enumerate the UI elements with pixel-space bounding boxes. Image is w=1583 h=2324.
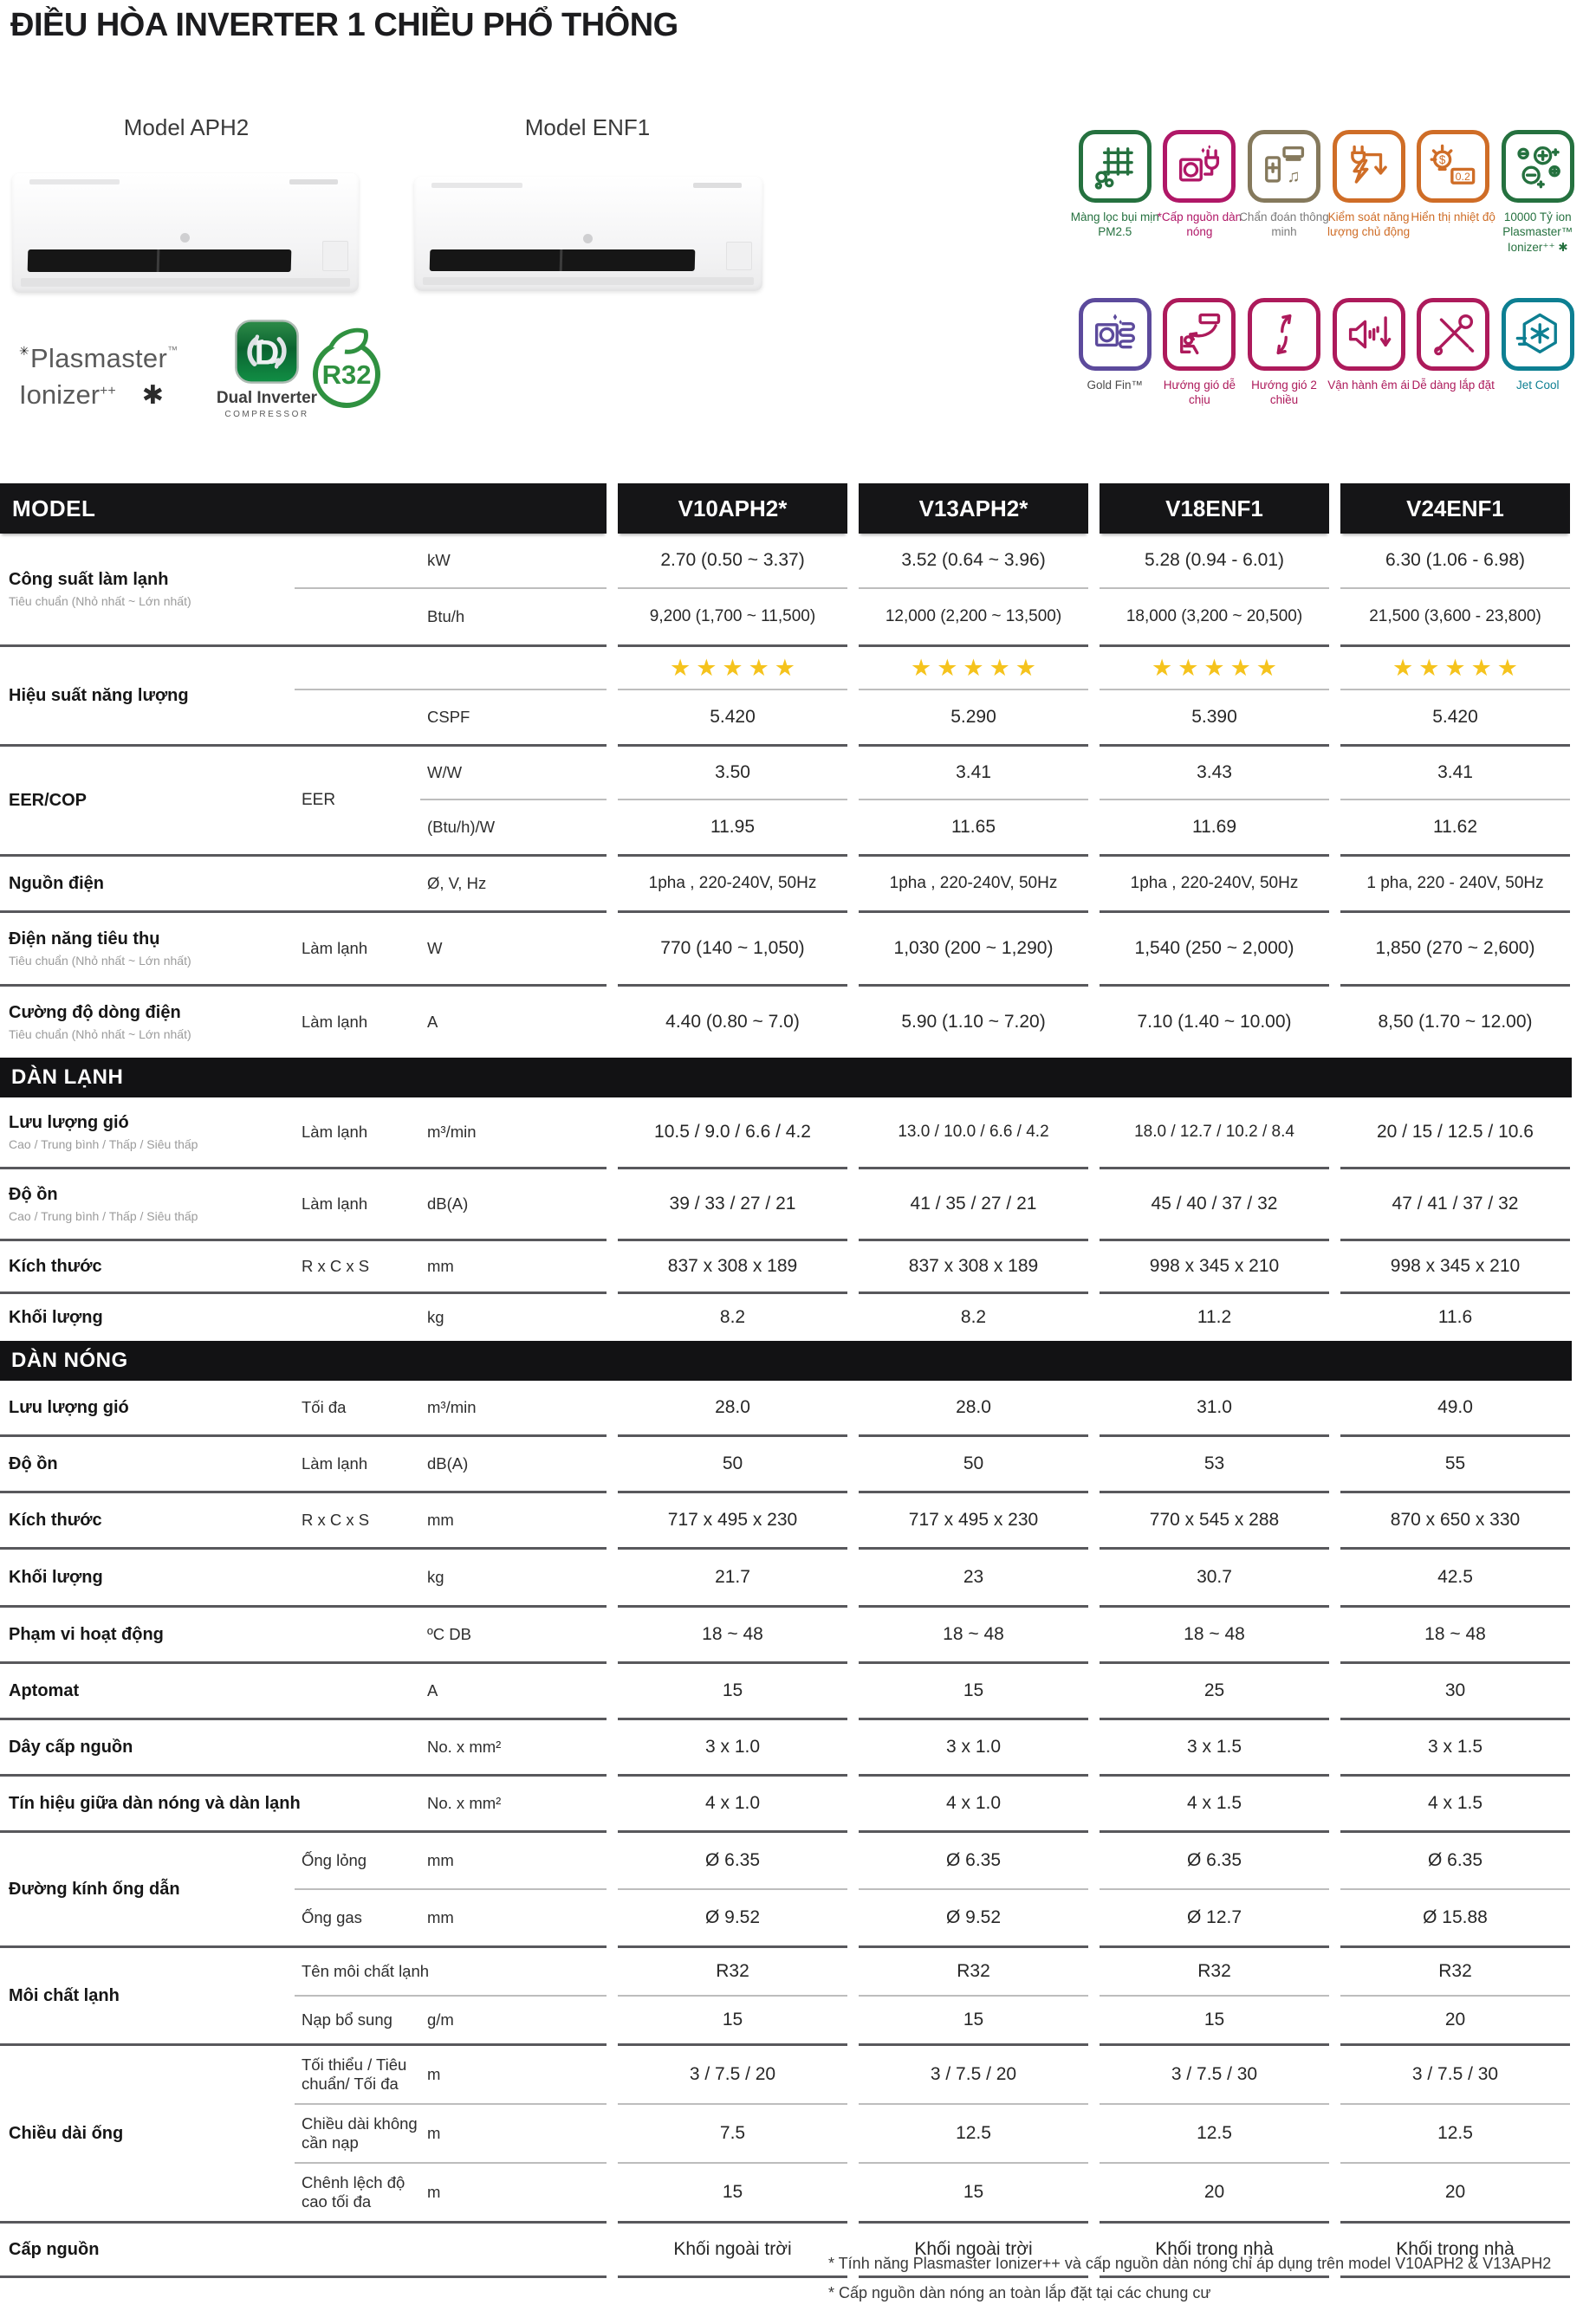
- row-label: Đường kính ống dẫn: [9, 1879, 180, 1899]
- row-indoor-airflow: [0, 1097, 1570, 1167]
- asterisk-icon: ✱: [141, 381, 164, 410]
- unit-label: CSPF: [427, 708, 470, 726]
- cell-value: 18 ~ 48: [943, 1624, 1004, 1644]
- cell-value: 4 x 1.0: [704, 1793, 761, 1813]
- unit-label: Ø, V, Hz: [427, 874, 487, 892]
- cell-value: 717 x 495 x 230: [908, 1510, 1039, 1530]
- star-rating: ★★★★★: [1392, 654, 1524, 681]
- plus-plus-superscript: ++: [100, 384, 116, 398]
- feature-two-way-airflow: [1242, 298, 1327, 408]
- star-rating: ★★★★★: [1151, 654, 1283, 681]
- condition-label: Chênh lệch độ cao tối đa: [302, 2172, 405, 2211]
- cell-value: 5.420: [1340, 689, 1570, 744]
- section-bar-indoor-unit: DÀN LẠNH: [0, 1058, 1572, 1097]
- condition-label: Tên môi chất lạnh: [302, 1961, 430, 1980]
- unit-label: Btu/h: [427, 607, 465, 625]
- feature-pm25: [1070, 130, 1159, 255]
- cell-value: 25: [1203, 1680, 1225, 1700]
- condition-label: Làm lạnh: [302, 1194, 368, 1213]
- cell-value: 18,000 (3,200 ~ 20,500): [1100, 587, 1329, 644]
- row-label: Khối lượng: [9, 1567, 103, 1587]
- temperature-display-icon: [1417, 130, 1489, 203]
- cell-value: Khối trong nhà: [1396, 2239, 1515, 2259]
- unit-label: A: [427, 1681, 438, 1699]
- cell-value: 12.5: [859, 2103, 1088, 2162]
- cell-value: 8.2: [719, 1307, 746, 1327]
- unit-label: kg: [427, 1308, 444, 1326]
- svg-text:$: $: [1439, 153, 1446, 167]
- unit-label: (Btu/h)/W: [427, 818, 496, 836]
- cell-value: 20 / 15 / 12.5 / 10.6: [1377, 1122, 1534, 1142]
- cell-value: 15: [963, 1680, 984, 1700]
- feature-label: Gold Fin™: [1087, 379, 1144, 392]
- cell-value: 9,200 (1,700 ~ 11,500): [618, 587, 847, 644]
- row-label: Nguồn điện: [9, 873, 104, 893]
- cell-value: 770 (140 ~ 1,050): [660, 938, 805, 958]
- cell-value: 20: [1340, 2162, 1570, 2221]
- feature-icon-row-1: [1070, 130, 1583, 255]
- cell-value: Ø 6.35: [704, 1850, 761, 1870]
- cell-value: 11.6: [1437, 1307, 1473, 1327]
- feature-label: Hiển thị nhiệt độ: [1411, 210, 1495, 223]
- condition-label: Ống gas: [302, 1907, 362, 1926]
- cell-value: R32: [1438, 1961, 1472, 1981]
- cell-value: 42.5: [1437, 1567, 1473, 1587]
- feature-label: Vận hành êm ái: [1327, 379, 1410, 392]
- feature-quiet-operation: [1327, 298, 1411, 408]
- condition-label: Tối thiểu / Tiêu chuẩn/ Tối đa: [302, 2055, 407, 2093]
- easy-install-icon: [1417, 298, 1489, 371]
- unit-label: m³/min: [427, 1123, 477, 1141]
- header-col-v24enf1: V24ENF1: [1340, 483, 1570, 534]
- row-power-cable: [0, 1718, 1570, 1774]
- cell-value: 1pha , 220-240V, 50Hz: [648, 874, 817, 892]
- unit-label: m³/min: [427, 1398, 477, 1416]
- cell-value: 15: [859, 1995, 1088, 2043]
- row-outdoor-weight: [0, 1547, 1570, 1605]
- ionizer-wordmark: Ionizer: [19, 379, 101, 410]
- header-col-v18enf1: V18ENF1: [1100, 483, 1329, 534]
- cell-value: 1pha , 220-240V, 50Hz: [1130, 874, 1299, 892]
- cell-value: 7.5: [618, 2103, 847, 2162]
- row-current: [0, 984, 1570, 1058]
- cell-value: 837 x 308 x 189: [667, 1256, 798, 1276]
- cell-value: Ø 6.35: [945, 1850, 1002, 1870]
- feature-easy-install: [1411, 298, 1495, 408]
- unit-label: W/W: [427, 763, 463, 781]
- cell-value: 1pha , 220-240V, 50Hz: [889, 874, 1058, 892]
- cell-value: 3.52 (0.64 ~ 3.96): [901, 550, 1046, 570]
- cell-value: 12,000 (2,200 ~ 13,500): [859, 587, 1088, 644]
- unit-label: kW: [427, 551, 451, 569]
- row-pipe-length: [0, 2043, 1570, 2221]
- cell-value: 5.28 (0.94 - 6.01): [1144, 550, 1285, 570]
- cell-value: Ø 6.35: [1427, 1850, 1483, 1870]
- cell-value: 2.70 (0.50 ~ 3.37): [660, 550, 805, 570]
- header-model: MODEL: [0, 483, 607, 534]
- dual-inverter-label: Dual Inverter: [216, 389, 318, 407]
- condition-label: Làm lạnh: [302, 1453, 368, 1473]
- cell-value: 1,850 (270 ~ 2,600): [1375, 938, 1535, 958]
- unit-label: No. x mm²: [427, 1738, 502, 1756]
- feature-label: Hướng gió 2 chiều: [1251, 379, 1317, 407]
- feature-label: Màng lọc bụi mịn PM2.5: [1070, 210, 1159, 239]
- feature-label: Dễ dàng lắp đặt: [1411, 379, 1495, 392]
- ac-vent: [693, 183, 742, 188]
- unit-label: mm: [427, 1851, 454, 1869]
- row-label: Môi chất lạnh: [9, 1985, 120, 2005]
- cell-value: 3.41: [956, 762, 991, 782]
- cell-value: Ø 9.52: [618, 1888, 847, 1945]
- cell-value: 28.0: [715, 1397, 750, 1417]
- cell-value: 3 x 1.0: [704, 1737, 761, 1757]
- condition-label: EER: [302, 791, 336, 809]
- row-label: Dây cấp nguồn: [9, 1737, 133, 1757]
- table-header-row: [0, 483, 1570, 534]
- page-title: ĐIỀU HÒA INVERTER 1 CHIỀU PHỔ THÔNG: [10, 7, 678, 43]
- cell-value: 31.0: [1197, 1397, 1232, 1417]
- ac-bottom-lip: [21, 278, 350, 287]
- row-indoor-weight: [0, 1291, 1570, 1341]
- ac-bottom-lip: [423, 277, 754, 285]
- outdoor-power-icon: [1163, 130, 1236, 203]
- feature-gold-fin: [1073, 298, 1158, 408]
- row-energy-efficiency: [0, 644, 1570, 744]
- footnotes: [828, 2249, 1573, 2308]
- unit-label: kg: [427, 1568, 444, 1586]
- footnote-line: * Cấp nguồn dàn nóng an toàn lắp đặt tại các chung cư: [828, 2284, 1211, 2302]
- dual-inverter-badge-icon: [234, 319, 300, 385]
- footnote-line: * Tính năng Plasmaster Ionizer++ và cấp nguồn dàn nóng chỉ áp dụng trên model V10APH2 & V13APH2: [828, 2255, 1552, 2272]
- feature-label: *Cấp nguồn dàn nóng: [1157, 210, 1242, 239]
- pm25-filter-icon: [1079, 130, 1152, 203]
- condition-label: R x C x S: [302, 1510, 370, 1529]
- cell-value: Ø 9.52: [859, 1888, 1088, 1945]
- cell-value: 717 x 495 x 230: [667, 1510, 798, 1530]
- cell-value: 3 x 1.0: [945, 1737, 1002, 1757]
- cell-value: 3 / 7.5 / 30: [1171, 2064, 1258, 2084]
- feature-energy-control: [1327, 130, 1411, 255]
- cell-value: 50: [722, 1453, 743, 1473]
- row-label: Hiệu suất năng lượng: [9, 685, 189, 705]
- row-label: Cường độ dòng điện: [9, 1002, 181, 1022]
- plasmaster-ionizer-logo: [19, 343, 178, 411]
- row-power-consumption: [0, 910, 1570, 984]
- cell-value: 5.390: [1100, 689, 1329, 744]
- cell-value: 23: [963, 1567, 984, 1587]
- cell-value: 15: [722, 1680, 743, 1700]
- unit-label: mm: [427, 1908, 454, 1926]
- cell-value: 20: [1100, 2162, 1329, 2221]
- row-power-supply: [0, 854, 1570, 910]
- cell-value: 15: [618, 2162, 847, 2221]
- r32-badge-icon: [305, 322, 388, 412]
- lg-logo-dot: [583, 234, 593, 243]
- cell-value: 20: [1340, 1995, 1570, 2043]
- cell-value: 770 x 545 x 288: [1149, 1510, 1280, 1530]
- ac-vent: [289, 179, 338, 184]
- row-indoor-dimensions: [0, 1239, 1570, 1291]
- cell-value: 6.30 (1.06 - 6.98): [1385, 550, 1526, 570]
- comfort-airflow-icon: [1163, 298, 1236, 371]
- feature-label: Kiểm soát năng lượng chủ động: [1327, 210, 1411, 239]
- feature-ionizer: [1495, 130, 1580, 255]
- row-label: Khối lượng: [9, 1307, 103, 1327]
- row-pipe-diameter: [0, 1830, 1570, 1945]
- cell-value: 30: [1444, 1680, 1466, 1700]
- cell-value: 11.65: [859, 799, 1088, 854]
- ac-side-panel: [726, 242, 752, 271]
- condition-label: Ống lỏng: [302, 1850, 367, 1869]
- row-caption: Cao / Trung bình / Thấp / Siêu thấp: [9, 1208, 198, 1223]
- condition-label: Làm lạnh: [302, 1012, 368, 1031]
- cell-value: 47 / 41 / 37 / 32: [1392, 1194, 1519, 1214]
- ac-vent: [29, 179, 120, 184]
- trademark-symbol: ™: [167, 344, 178, 356]
- cell-value: 3 / 7.5 / 30: [1411, 2064, 1499, 2084]
- unit-label: m: [427, 2124, 441, 2142]
- svg-text:0.2: 0.2: [1455, 170, 1471, 183]
- row-cooling-capacity: [0, 534, 1570, 644]
- svg-text:R32: R32: [321, 359, 372, 390]
- unit-label: mm: [427, 1511, 454, 1529]
- feature-comfort-airflow: [1158, 298, 1242, 408]
- cell-value: 55: [1444, 1453, 1466, 1473]
- row-label: Cấp nguồn: [9, 2239, 100, 2259]
- feature-label: Jet Cool: [1516, 379, 1560, 392]
- ac-air-outlet: [28, 249, 292, 272]
- quiet-operation-icon: [1333, 298, 1405, 371]
- two-way-airflow-icon: [1248, 298, 1320, 371]
- unit-label: g/m: [427, 2010, 454, 2029]
- unit-label: m: [427, 2065, 441, 2083]
- cell-value: 8.2: [960, 1307, 987, 1327]
- row-indoor-noise: [0, 1167, 1570, 1239]
- row-refrigerant: [0, 1945, 1570, 2043]
- cell-value: 11.2: [1197, 1307, 1232, 1327]
- ac-side-panel: [322, 241, 348, 271]
- cell-value: 18 ~ 48: [1184, 1624, 1245, 1644]
- cell-value: 11.95: [618, 799, 847, 854]
- row-eer-cop: [0, 744, 1570, 854]
- unit-label: A: [427, 1013, 438, 1031]
- star-rating: ★★★★★: [910, 654, 1042, 681]
- cell-value: 870 x 650 x 330: [1390, 1510, 1521, 1530]
- ac-vent: [431, 183, 522, 188]
- condition-label: Làm lạnh: [302, 938, 368, 957]
- cell-value: 998 x 345 x 210: [1390, 1256, 1521, 1276]
- star-burst-icon: ✳: [19, 344, 30, 358]
- feature-outdoor-power: [1158, 130, 1242, 255]
- cell-value: 3.50: [715, 762, 750, 782]
- feature-label: 10000 Tỷ ion Plasmaster™ Ionizer⁺⁺ ✱: [1502, 210, 1573, 254]
- cell-value: 1 pha, 220 - 240V, 50Hz: [1366, 874, 1544, 892]
- cell-value: 5.420: [618, 689, 847, 744]
- cell-value: 30.7: [1197, 1567, 1232, 1587]
- model-label-aph2: Model APH2: [123, 114, 250, 140]
- condition-label: Làm lạnh: [302, 1122, 368, 1141]
- cell-value: Khối ngoài trời: [914, 2239, 1033, 2259]
- cell-value: Khối trong nhà: [1155, 2239, 1274, 2259]
- condition-label: R x C x S: [302, 1256, 370, 1275]
- cell-value: 39 / 33 / 27 / 21: [669, 1194, 796, 1214]
- cell-value: 837 x 308 x 189: [908, 1256, 1039, 1276]
- cell-value: 45 / 40 / 37 / 32: [1151, 1194, 1278, 1214]
- row-label: EER/COP: [9, 790, 88, 810]
- row-label: Aptomat: [9, 1680, 80, 1700]
- row-caption: Tiêu chuẩn (Nhỏ nhất ~ Lớn nhất): [9, 1026, 191, 1041]
- ac-unit-image-enf1: [414, 177, 762, 291]
- unit-label: m: [427, 2183, 441, 2201]
- row-label: Điện năng tiêu thụ: [9, 929, 160, 948]
- row-outdoor-airflow: [0, 1381, 1570, 1434]
- cell-value: 3 / 7.5 / 20: [930, 2064, 1017, 2084]
- cell-value: 28.0: [956, 1397, 991, 1417]
- condition-label: Nạp bổ sung: [302, 2010, 393, 2029]
- cell-value: 5.90 (1.10 ~ 7.20): [901, 1012, 1046, 1032]
- header-col-v10aph2: V10APH2*: [618, 483, 847, 534]
- r32-refrigerant-logo: [305, 322, 388, 417]
- unit-label: mm: [427, 1257, 454, 1275]
- row-label: Lưu lượng gió: [9, 1112, 129, 1132]
- cell-value: 3.41: [1437, 762, 1473, 782]
- cell-value: 3 x 1.5: [1186, 1737, 1242, 1757]
- row-label: Độ ồn: [9, 1453, 58, 1473]
- row-label: Lưu lượng gió: [9, 1397, 129, 1417]
- row-outdoor-dimensions: [0, 1491, 1570, 1547]
- ionizer-icon: [1502, 130, 1574, 203]
- row-label: Chiều dài ống: [9, 2123, 124, 2143]
- cell-value: 15: [859, 2162, 1088, 2221]
- unit-label: ºC DB: [427, 1625, 471, 1643]
- cell-value: 998 x 345 x 210: [1149, 1256, 1280, 1276]
- feature-temperature-display: [1411, 130, 1495, 255]
- condition-label: Chiều dài không cần nạp: [302, 2114, 418, 2152]
- smart-diagnosis-icon: [1248, 130, 1320, 203]
- svg-text:D: D: [254, 333, 280, 372]
- row-outdoor-noise: [0, 1434, 1570, 1491]
- row-signal-cable: [0, 1774, 1570, 1830]
- cell-value: 12.5: [1340, 2103, 1570, 2162]
- cell-value: 3.43: [1197, 762, 1232, 782]
- row-operating-range: [0, 1605, 1570, 1661]
- unit-label: dB(A): [427, 1454, 469, 1473]
- unit-label: W: [427, 939, 443, 957]
- feature-icon-row-2: [1073, 298, 1583, 408]
- row-caption: Tiêu chuẩn (Nhỏ nhất ~ Lớn nhất): [9, 593, 191, 608]
- cell-value: 10.5 / 9.0 / 6.6 / 4.2: [654, 1122, 811, 1142]
- ac-unit-image-aph2: [12, 173, 359, 293]
- plasmaster-wordmark: Plasmaster: [30, 343, 168, 373]
- condition-label: Tối đa: [302, 1397, 347, 1416]
- feature-jet-cool: [1495, 298, 1580, 408]
- row-breaker: [0, 1661, 1570, 1718]
- cell-value: 8,50 (1.70 ~ 12.00): [1378, 1012, 1533, 1032]
- cell-value: Ø 6.35: [1186, 1850, 1242, 1870]
- cell-value: 49.0: [1437, 1397, 1473, 1417]
- energy-control-icon: [1333, 130, 1405, 203]
- cell-value: 3 x 1.5: [1427, 1737, 1483, 1757]
- row-label: Độ ồn: [9, 1184, 58, 1204]
- cell-value: 18 ~ 48: [702, 1624, 763, 1644]
- cell-value: Ø 12.7: [1100, 1888, 1329, 1945]
- lg-logo-dot: [180, 233, 190, 243]
- cell-value: 5.290: [859, 689, 1088, 744]
- cell-value: Ø 15.88: [1340, 1888, 1570, 1945]
- cell-value: 7.10 (1.40 ~ 10.00): [1137, 1012, 1292, 1032]
- cell-value: 4 x 1.5: [1427, 1793, 1483, 1813]
- cell-value: 15: [1100, 1995, 1329, 2043]
- model-label-enf1: Model ENF1: [524, 114, 651, 140]
- feature-smart-diagnosis: [1239, 130, 1329, 255]
- svg-text:♫: ♫: [1287, 167, 1301, 186]
- row-caption: Tiêu chuẩn (Nhỏ nhất ~ Lớn nhất): [9, 953, 191, 968]
- row-label: Kích thước: [9, 1256, 102, 1276]
- row-label: Công suất làm lạnh: [9, 569, 169, 589]
- row-label: Kích thước: [9, 1510, 102, 1530]
- feature-label: Hướng gió dễ chịu: [1163, 379, 1236, 407]
- cell-value: 3 / 7.5 / 20: [689, 2064, 776, 2084]
- cell-value: 1,540 (250 ~ 2,000): [1134, 938, 1294, 958]
- cell-value: 21.7: [715, 1567, 750, 1587]
- cell-value: 1,030 (200 ~ 1,290): [893, 938, 1054, 958]
- gold-fin-icon: [1079, 298, 1152, 371]
- cell-value: R32: [716, 1961, 749, 1981]
- section-bar-outdoor-unit: DÀN NÓNG: [0, 1341, 1572, 1381]
- cell-value: 18.0 / 12.7 / 10.2 / 8.4: [1134, 1123, 1294, 1141]
- unit-label: dB(A): [427, 1194, 469, 1213]
- cell-value: 53: [1203, 1453, 1225, 1473]
- feature-label: Chẩn đoán thông minh: [1239, 210, 1329, 239]
- row-label: Phạm vi hoạt động: [9, 1624, 164, 1644]
- unit-label: No. x mm²: [427, 1794, 502, 1812]
- star-rating: ★★★★★: [669, 654, 801, 681]
- cell-value: 50: [963, 1453, 984, 1473]
- compressor-label: COMPRESSOR: [224, 410, 309, 419]
- cell-value: 13.0 / 10.0 / 6.6 / 4.2: [898, 1123, 1049, 1141]
- spec-table: [0, 483, 1570, 2278]
- cell-value: R32: [957, 1961, 990, 1981]
- header-col-v13aph2: V13APH2*: [859, 483, 1088, 534]
- cell-value: R32: [1197, 1961, 1231, 1981]
- cell-value: 18 ~ 48: [1424, 1624, 1486, 1644]
- cell-value: 15: [618, 1995, 847, 2043]
- cell-value: 12.5: [1100, 2103, 1329, 2162]
- cell-value: 21,500 (3,600 - 23,800): [1340, 587, 1570, 644]
- jet-cool-icon: [1502, 298, 1574, 371]
- cell-value: 4 x 1.0: [945, 1793, 1002, 1813]
- cell-value: 4.40 (0.80 ~ 7.0): [665, 1012, 800, 1032]
- cell-value: 11.62: [1340, 799, 1570, 854]
- cell-value: 4 x 1.5: [1186, 1793, 1242, 1813]
- cell-value: 11.69: [1100, 799, 1329, 854]
- cell-value: Khối ngoài trời: [673, 2239, 792, 2259]
- row-caption: Cao / Trung bình / Thấp / Siêu thấp: [9, 1136, 198, 1151]
- row-label: Tín hiệu giữa dàn nóng và dàn lạnh: [9, 1793, 301, 1813]
- ac-air-outlet: [430, 249, 695, 271]
- cell-value: 41 / 35 / 27 / 21: [910, 1194, 1037, 1214]
